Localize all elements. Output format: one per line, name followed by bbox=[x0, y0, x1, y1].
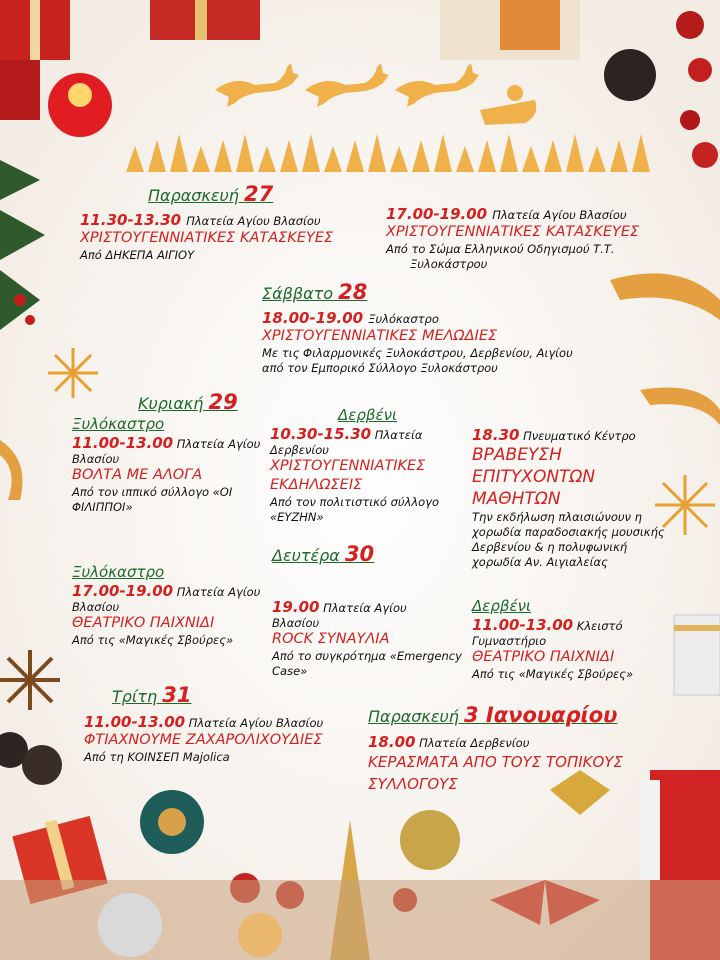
pinecone-icon bbox=[604, 49, 656, 101]
event-sat28: 18.00-19.00 Ξυλόκαστρο ΧΡΙΣΤΟΥΓΕΝΝΙΑΤΙΚΕΣ ΜΕΛΩΔΙΕΣ Με τις Φιλαρμονικές Ξυλοκάστρου, Δερβενίου, Αιγίου από τον Εμπορικό Σύλλογο Ξυλοκάστρου bbox=[262, 309, 573, 375]
event-fri27-morning: 11.30-13.30 Πλατεία Αγίου Βλασίου ΧΡΙΣΤΟΥΓΕΝΝΙΑΤΙΚΕΣ ΚΑΤΑΣΚΕΥΕΣ Από ΔΗΚΕΠΑ ΑΙΓΙΟΥ bbox=[80, 211, 334, 262]
sleigh-reindeer-icon bbox=[215, 55, 545, 135]
event-sun29-awards: 18.30 Πνευματικό Κέντρο ΒΡΑΒΕΥΣΗ ΕΠΙΤΥΧΟΝΤΩΝ ΜΑΘΗΤΩΝ Την εκδήλωση πλαισιώνουν η χορωδία παραδοσιακής μουσικής Δερβενίου & η πολυφωνική χορωδία Αν. Αιγιαλείας bbox=[472, 426, 665, 569]
event-sun29-derveni: Δερβένι 10.30-15.30 Πλατεία Δερβενίου ΧΡΙΣΤΟΥΓΕΝΝΙΑΤΙΚΕΣ ΕΚΔΗΛΩΣΕΙΣ Από τον πολιτιστικό σύλλογο «ΕΥΖΗΝ» bbox=[270, 406, 439, 524]
event-mon30-rock: 19.00 Πλατεία Αγίου Βλασίου ROCK ΣΥΝΑΥΛΙΑ Από το συγκρότημα «Emergency Case» bbox=[272, 598, 462, 678]
ornament-ball-icon bbox=[676, 11, 704, 39]
ornament-ball-icon bbox=[400, 810, 460, 870]
event-mon30-theatre: Δερβένι 11.00-13.00 Κλειστό Γυμναστήριο ΘΕΑΤΡΙΚΟ ΠΑΙΧΝΙΔΙ Από τις «Μαγικές Σβούρες» bbox=[472, 597, 634, 681]
day-heading-sat28: Σάββατο 28 bbox=[262, 280, 368, 304]
day-heading-sun29: Κυριακή 29 bbox=[138, 390, 238, 414]
event-sun29-xylokastro-morning: Ξυλόκαστρο 11.00-13.00 Πλατεία Αγίου Βλασίου ΒΟΛΤΑ ΜΕ ΑΛΟΓΑ Από τον ιππικό σύλλογο «ΟΙ ΦΙΛΙΠΠΟΙ» bbox=[72, 415, 261, 514]
day-heading-tue31: Τρίτη 31 bbox=[112, 683, 192, 707]
event-fri3-jan: 18.00 Πλατεία Δερβενίου ΚΕΡΑΣΜΑΤΑ ΑΠΟ ΤΟΥΣ ΤΟΠΙΚΟΥΣ ΣΥΛΛΟΓΟΥΣ bbox=[368, 733, 623, 793]
event-tue31: 11.00-13.00 Πλατεία Αγίου Βλασίου ΦΤΙΑΧΝΟΥΜΕ ΖΑΧΑΡΟΛΙΧΟΥΔΙΕΣ Από τη ΚΟΙΝΣΕΠ Majolica bbox=[84, 713, 324, 764]
snowflake-icon bbox=[48, 348, 98, 398]
day-heading-fri3-jan: Παρασκευή 3 Ιανουαρίου bbox=[368, 703, 618, 727]
event-sun29-xylokastro-evening: Ξυλόκαστρο 17.00-19.00 Πλατεία Αγίου Βλασίου ΘΕΑΤΡΙΚΟ ΠΑΙΧΝΙΔΙ Από τις «Μαγικές Σβούρες» bbox=[72, 563, 261, 647]
day-heading-mon30: Δευτέρα 30 bbox=[272, 542, 375, 566]
day-heading-fri27: Παρασκευή 27 bbox=[148, 182, 274, 206]
tree-row-icon bbox=[120, 128, 660, 173]
event-fri27-evening: 17.00-19.00 Πλατεία Αγίου Βλασίου ΧΡΙΣΤΟΥΓΕΝΝΙΑΤΙΚΕΣ ΚΑΤΑΣΚΕΥΕΣ Από το Σώμα Ελληνικού Οδηγισμού Τ.Τ. Ξυλοκάστρου bbox=[386, 205, 640, 271]
